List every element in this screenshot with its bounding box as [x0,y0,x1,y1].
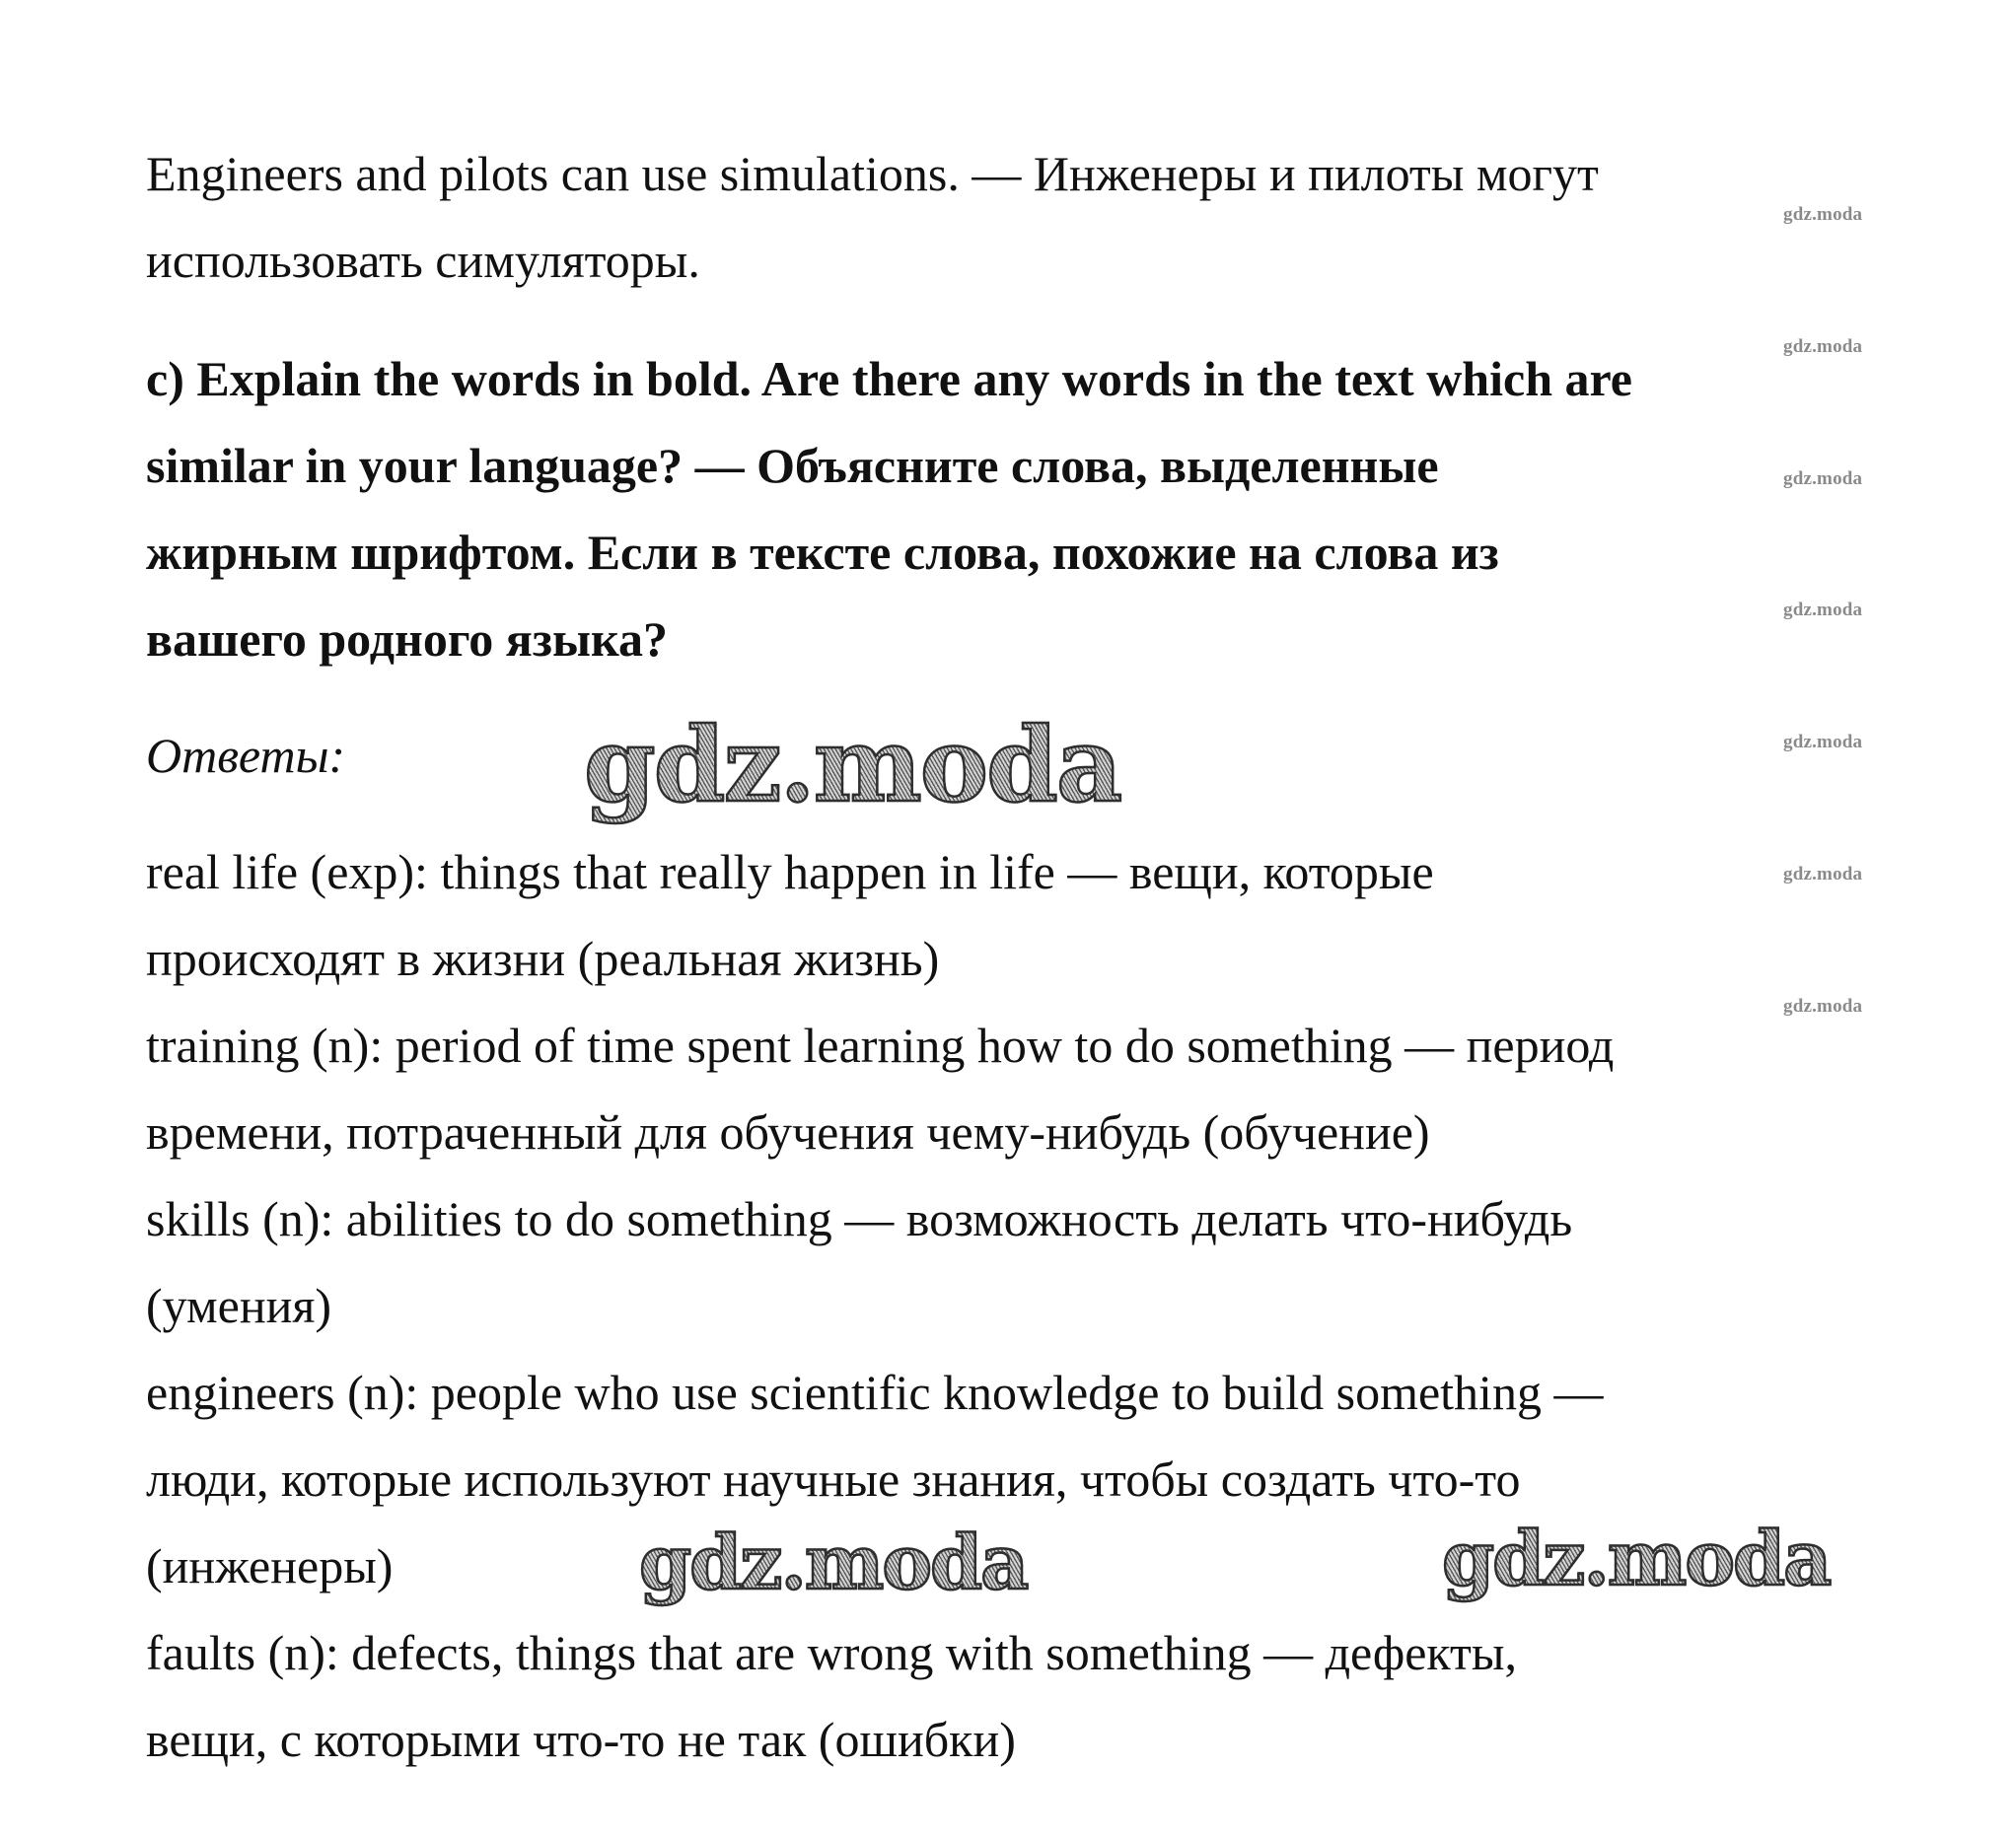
watermark-small: gdz.moda [1783,336,1863,357]
answer-line: engineers (n): people who use scientific knowledge to build something — [146,1365,1604,1420]
answer-line: времени, потраченный для обучения чему-нибудь (обучение) [146,1104,1430,1160]
answer-line: skills (n): abilities to do something — возможность делать что-нибудь [146,1191,1573,1246]
watermark-small: gdz.moda [1783,864,1863,885]
answer-line: training (n): period of time spent learning how to do something — период [146,1018,1615,1073]
task-line: c) Explain the words in bold. Are there any words in the text which are [146,351,1632,406]
answer-line: (умения) [146,1278,331,1333]
watermark-small: gdz.moda [1783,204,1863,225]
answers-list [146,828,1911,1783]
answer-line: вещи, с которыми что-то не так (ошибки) [146,1712,1016,1767]
answer-line: происходят в жизни (реальная жизнь) [146,931,940,986]
task-line: жирным шрифтом. Если в тексте слова, похожие на слова из [146,525,1499,580]
intro-line: Engineers and pilots can use simulations. — Инженеры и пилоты могут [146,146,1599,201]
watermark-small: gdz.moda [1783,468,1863,489]
task-heading [146,335,1911,682]
watermark-large: gdz.moda [584,704,1121,825]
answer-line: faults (n): defects, things that are wrong with something — дефекты, [146,1625,1517,1680]
task-line: similar in your language? — Объясните слова, выделенные [146,438,1439,493]
watermark-large: gdz.moda [639,1519,1028,1606]
answer-line: люди, которые используют научные знания, чтобы создать что-то [146,1451,1521,1507]
intro-paragraph [146,130,1911,304]
watermark-small: gdz.moda [1783,732,1863,752]
watermark-small: gdz.moda [1783,996,1863,1017]
task-line: вашего родного языка? [146,611,669,667]
watermark-large: gdz.moda [1442,1515,1831,1602]
answers-heading-text: Ответы: [146,728,346,783]
intro-line: использовать симуляторы. [146,233,700,288]
answer-line: (инженеры) [146,1538,394,1593]
answer-line: real life (exp): things that really happen in life — вещи, которые [146,844,1434,899]
watermark-small: gdz.moda [1783,600,1863,620]
